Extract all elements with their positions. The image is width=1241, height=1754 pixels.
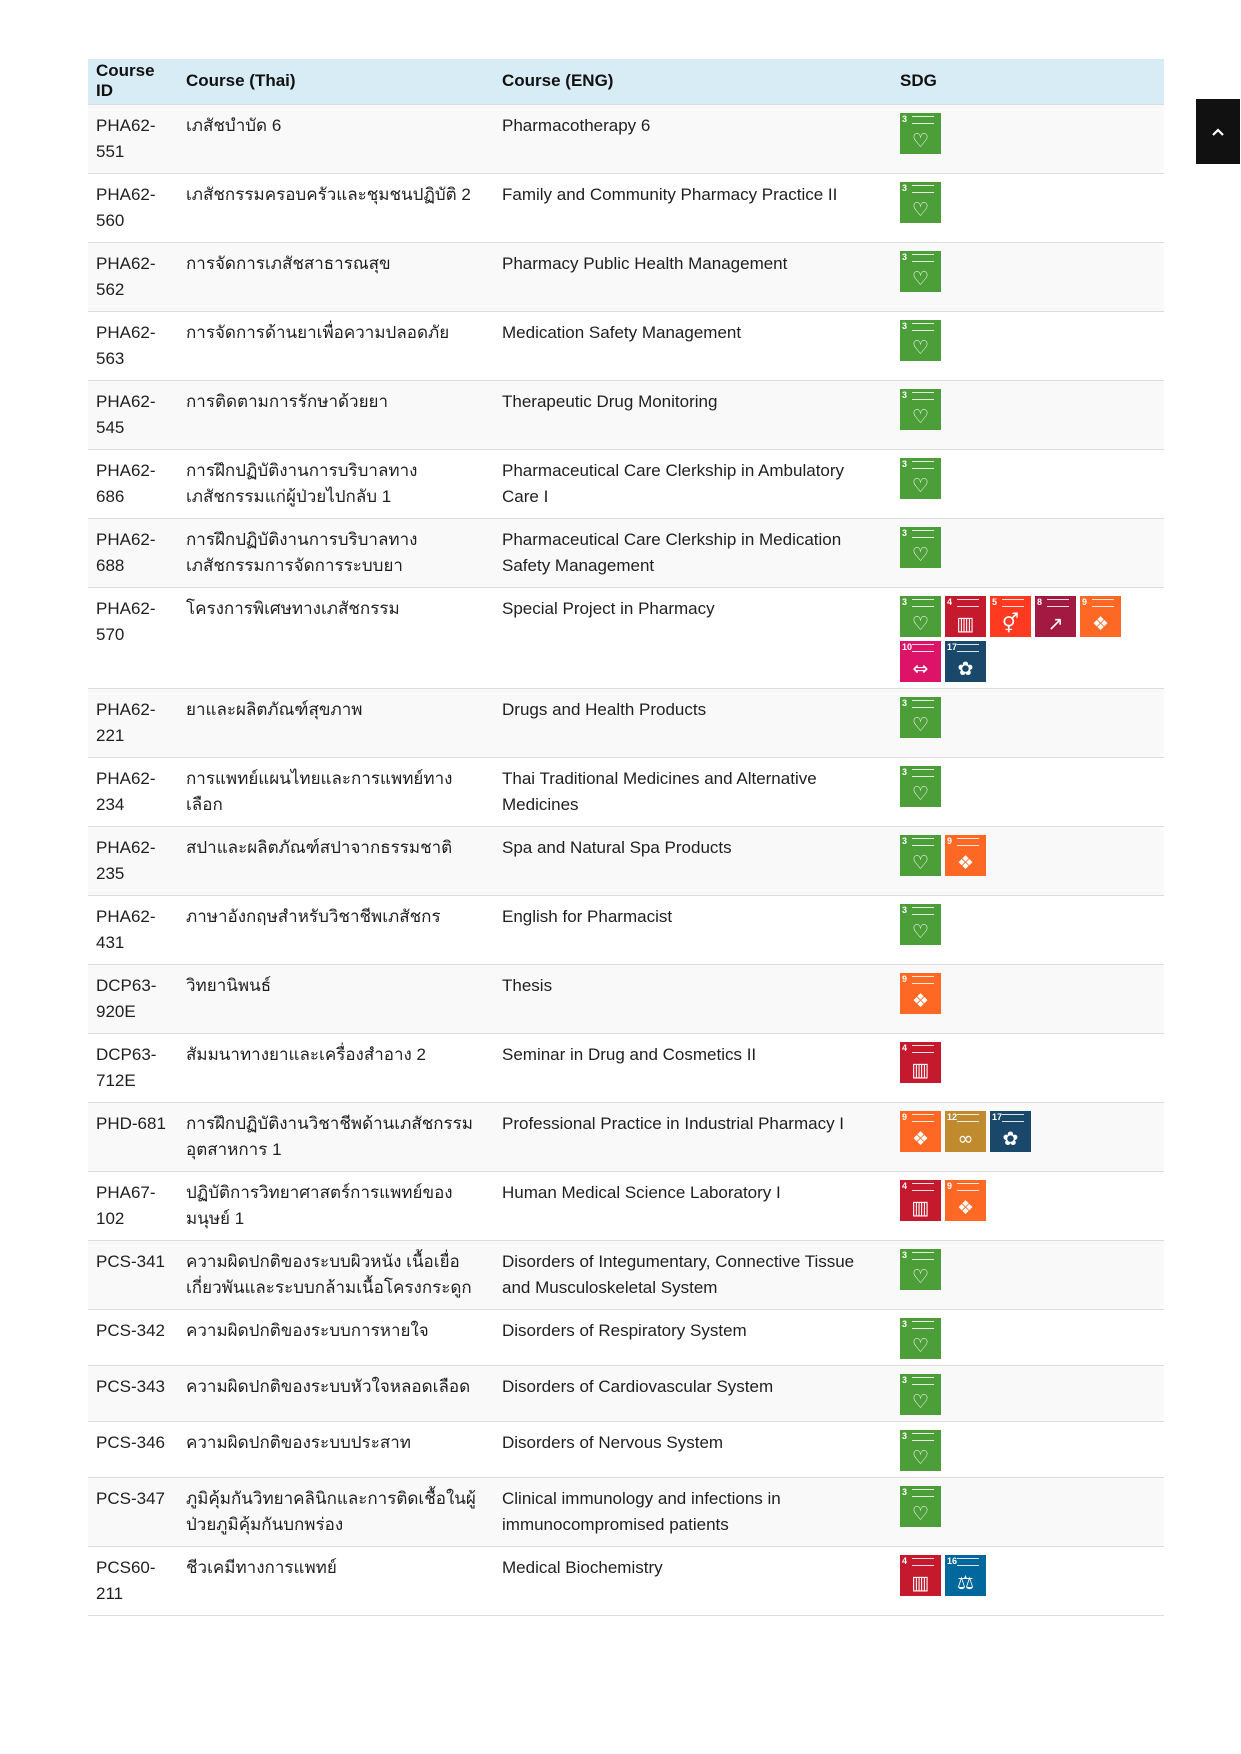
chevron-up-icon — [1211, 127, 1225, 137]
sdg-title-lines — [1047, 599, 1069, 607]
sdg-number: 3 — [902, 1486, 908, 1497]
sdg-number: 3 — [902, 1374, 908, 1385]
course-thai-cell: ความผิดปกติของระบบการหายใจ — [178, 1309, 494, 1365]
course-eng-cell: Human Medical Science Laboratory I — [494, 1171, 892, 1240]
sdg-number: 3 — [902, 1318, 908, 1329]
sdg-title-lines — [912, 323, 934, 331]
course-eng-cell: English for Pharmacist — [494, 895, 892, 964]
sdg-cell — [892, 1477, 1164, 1546]
course-eng-cell: Seminar in Drug and Cosmetics II — [494, 1033, 892, 1102]
sdg-number: 17 — [992, 1111, 1003, 1122]
partnership-icon: ✿ — [1002, 1127, 1019, 1150]
course-id-cell: PHD-681 — [88, 1102, 178, 1171]
sdg-cell — [892, 518, 1164, 587]
sdg-title-lines — [912, 769, 934, 777]
sdg-cell — [892, 1365, 1164, 1421]
course-eng-cell: Thai Traditional Medicines and Alternative Medicines — [494, 757, 892, 826]
sdg-4-book-icon — [900, 1180, 941, 1221]
course-thai-cell: การฝึกปฏิบัติงานการบริบาลทางเภสัชกรรมแก่ผู้ป่วยไปกลับ 1 — [178, 449, 494, 518]
book-icon: ▥ — [911, 1058, 930, 1081]
course-thai-cell: ความผิดปกติของระบบประสาท — [178, 1421, 494, 1477]
sdg-cell — [892, 1102, 1164, 1171]
sdg-cell — [892, 311, 1164, 380]
sdg-9-cubes-icon — [1080, 596, 1121, 637]
course-thai-cell: ภูมิคุ้มกันวิทยาคลินิกและการติดเชื้อในผู้ป่วยภูมิคุ้มกันบกพร่อง — [178, 1477, 494, 1546]
dove-icon: ⚖ — [956, 1571, 975, 1594]
course-eng-cell: Family and Community Pharmacy Practice II — [494, 173, 892, 242]
course-id-cell: PHA62-545 — [88, 380, 178, 449]
sdg-title-lines — [912, 1433, 934, 1441]
course-id-cell: PCS-347 — [88, 1477, 178, 1546]
heartbeat-icon: ♡ — [911, 612, 930, 635]
sdg-number: 3 — [902, 251, 908, 262]
cubes-icon: ❖ — [911, 989, 930, 1012]
sdg-cell — [892, 826, 1164, 895]
course-id-cell: PHA67-102 — [88, 1171, 178, 1240]
sdg-number: 3 — [902, 113, 908, 124]
course-thai-cell: เภสัชบำบัด 6 — [178, 104, 494, 173]
course-id-cell: PHA62-234 — [88, 757, 178, 826]
sdg-icon-list — [900, 389, 1140, 430]
scroll-to-top-button[interactable] — [1196, 99, 1240, 164]
partnership-icon: ✿ — [957, 657, 974, 680]
cubes-icon: ❖ — [956, 851, 975, 874]
sdg-number: 4 — [902, 1180, 908, 1191]
sdg-icon-list — [900, 904, 1140, 945]
sdg-icon-list — [900, 320, 1140, 361]
sdg-title-lines — [912, 116, 934, 124]
sdg-icon-list — [900, 113, 1140, 154]
sdg-title-lines — [912, 1252, 934, 1260]
heartbeat-icon: ♡ — [911, 267, 930, 290]
table-row — [88, 1477, 1164, 1546]
sdg-icon-list — [900, 1374, 1140, 1415]
sdg-cell — [892, 1309, 1164, 1365]
course-eng-cell: Thesis — [494, 964, 892, 1033]
table-row — [88, 587, 1164, 688]
sdg-number: 5 — [992, 596, 998, 607]
cubes-icon: ❖ — [1091, 612, 1110, 635]
sdg-number: 3 — [902, 835, 908, 846]
sdg-number: 3 — [902, 458, 908, 469]
course-id-cell: PCS-341 — [88, 1240, 178, 1309]
sdg-9-cubes-icon — [945, 835, 986, 876]
sdg-title-lines — [912, 254, 934, 262]
sdg-title-lines — [912, 907, 934, 915]
heartbeat-icon: ♡ — [911, 129, 930, 152]
table-row — [88, 449, 1164, 518]
course-id-cell: PHA62-221 — [88, 688, 178, 757]
sdg-number: 3 — [902, 527, 908, 538]
sdg-title-lines — [912, 530, 934, 538]
sdg-title-lines — [957, 1558, 979, 1566]
sdg-title-lines — [957, 838, 979, 846]
course-id-cell: PHA62-551 — [88, 104, 178, 173]
book-icon: ▥ — [956, 612, 975, 635]
sdg-number: 3 — [902, 697, 908, 708]
course-eng-cell: Therapeutic Drug Monitoring — [494, 380, 892, 449]
book-icon: ▥ — [911, 1571, 930, 1594]
table-row — [88, 1546, 1164, 1615]
table-row — [88, 242, 1164, 311]
sdg-title-lines — [912, 838, 934, 846]
sdg-title-lines — [912, 1489, 934, 1497]
sdg-title-lines — [912, 1114, 934, 1122]
table-row — [88, 1240, 1164, 1309]
sdg-3-heartbeat-icon — [900, 1486, 941, 1527]
sdg-title-lines — [912, 185, 934, 193]
table-header-row — [88, 59, 1164, 104]
sdg-icon-list — [900, 182, 1140, 223]
sdg-icon-list — [900, 1249, 1140, 1290]
sdg-number: 4 — [902, 1042, 908, 1053]
table-row — [88, 1102, 1164, 1171]
sdg-3-heartbeat-icon — [900, 697, 941, 738]
table-row — [88, 688, 1164, 757]
sdg-icon-list — [900, 1555, 1140, 1596]
sdg-cell — [892, 449, 1164, 518]
sdg-number: 9 — [902, 1111, 908, 1122]
sdg-3-heartbeat-icon — [900, 251, 941, 292]
sdg-9-cubes-icon — [900, 973, 941, 1014]
course-thai-cell: การติดตามการรักษาด้วยยา — [178, 380, 494, 449]
sdg-3-heartbeat-icon — [900, 527, 941, 568]
gender-icon: ⚥ — [1001, 612, 1020, 635]
heartbeat-icon: ♡ — [911, 782, 930, 805]
sdg-number: 4 — [902, 1555, 908, 1566]
course-thai-cell: โครงการพิเศษทางเภสัชกรรม — [178, 587, 494, 688]
sdg-cell — [892, 1033, 1164, 1102]
heartbeat-icon: ♡ — [911, 405, 930, 428]
heartbeat-icon: ♡ — [911, 198, 930, 221]
sdg-4-book-icon — [900, 1042, 941, 1083]
course-id-cell: PCS-343 — [88, 1365, 178, 1421]
course-thai-cell: ความผิดปกติของระบบผิวหนัง เนื้อเยื่อเกี่ยวพันและระบบกล้ามเนื้อโครงกระดูก — [178, 1240, 494, 1309]
course-id-cell: PCS-342 — [88, 1309, 178, 1365]
table-row — [88, 1309, 1164, 1365]
sdg-icon-list — [900, 1042, 1140, 1083]
sdg-3-heartbeat-icon — [900, 389, 941, 430]
course-id-cell: PHA62-686 — [88, 449, 178, 518]
sdg-icon-list — [900, 1111, 1140, 1152]
course-eng-cell: Disorders of Nervous System — [494, 1421, 892, 1477]
sdg-number: 16 — [947, 1555, 958, 1566]
header-course-id: Course ID — [96, 61, 155, 101]
sdg-cell — [892, 1421, 1164, 1477]
sdg-number: 12 — [947, 1111, 958, 1122]
course-thai-cell: สปาและผลิตภัณฑ์สปาจากธรรมชาติ — [178, 826, 494, 895]
sdg-number: 8 — [1037, 596, 1043, 607]
sdg-icon-list — [900, 1430, 1140, 1471]
sdg-3-heartbeat-icon — [900, 320, 941, 361]
sdg-cell — [892, 757, 1164, 826]
course-thai-cell: ชีวเคมีทางการแพทย์ — [178, 1546, 494, 1615]
book-icon: ▥ — [911, 1196, 930, 1219]
header-course-eng: Course (ENG) — [502, 71, 614, 91]
course-id-cell: PHA62-431 — [88, 895, 178, 964]
sdg-number: 10 — [902, 641, 913, 652]
course-thai-cell: สัมมนาทางยาและเครื่องสำอาง 2 — [178, 1033, 494, 1102]
course-eng-cell: Professional Practice in Industrial Pharmacy I — [494, 1102, 892, 1171]
sdg-title-lines — [957, 1114, 979, 1122]
sdg-9-cubes-icon — [900, 1111, 941, 1152]
course-eng-cell: Pharmaceutical Care Clerkship in Ambulatory Care I — [494, 449, 892, 518]
infinity-icon: ∞ — [957, 1127, 974, 1150]
course-eng-cell: Medical Biochemistry — [494, 1546, 892, 1615]
heartbeat-icon: ♡ — [911, 1334, 930, 1357]
sdg-title-lines — [912, 1045, 934, 1053]
course-thai-cell: การฝึกปฏิบัติงานการบริบาลทางเภสัชกรรมการจัดการระบบยา — [178, 518, 494, 587]
table-row — [88, 1033, 1164, 1102]
sdg-12-infinity-icon — [945, 1111, 986, 1152]
sdg-title-lines — [1002, 1114, 1024, 1122]
course-eng-cell: Pharmacotherapy 6 — [494, 104, 892, 173]
sdg-title-lines — [1002, 599, 1024, 607]
course-eng-cell: Clinical immunology and infections in immunocompromised patients — [494, 1477, 892, 1546]
sdg-icon-list — [900, 1486, 1140, 1527]
sdg-number: 9 — [902, 973, 908, 984]
sdg-number: 9 — [1082, 596, 1088, 607]
course-eng-cell: Drugs and Health Products — [494, 688, 892, 757]
course-id-cell: PCS-346 — [88, 1421, 178, 1477]
sdg-number: 3 — [902, 904, 908, 915]
sdg-3-heartbeat-icon — [900, 113, 941, 154]
sdg-4-book-icon — [900, 1555, 941, 1596]
table-row — [88, 380, 1164, 449]
sdg-3-heartbeat-icon — [900, 1430, 941, 1471]
course-thai-cell: การจัดการด้านยาเพื่อความปลอดภัย — [178, 311, 494, 380]
sdg-title-lines — [912, 644, 934, 652]
heartbeat-icon: ♡ — [911, 1502, 930, 1525]
heartbeat-icon: ♡ — [911, 543, 930, 566]
sdg-cell — [892, 1546, 1164, 1615]
course-eng-cell: Medication Safety Management — [494, 311, 892, 380]
sdg-4-book-icon — [945, 596, 986, 637]
table-row — [88, 1421, 1164, 1477]
sdg-9-cubes-icon — [945, 1180, 986, 1221]
heartbeat-icon: ♡ — [911, 336, 930, 359]
header-course-thai: Course (Thai) — [186, 71, 296, 91]
heartbeat-icon: ♡ — [911, 713, 930, 736]
course-id-cell: PHA62-570 — [88, 587, 178, 688]
table-row — [88, 826, 1164, 895]
table-row — [88, 173, 1164, 242]
sdg-icon-list — [900, 766, 1140, 807]
course-id-cell: DCP63-920E — [88, 964, 178, 1033]
sdg-10-equality-icon — [900, 641, 941, 682]
sdg-icon-list — [900, 697, 1140, 738]
sdg-3-heartbeat-icon — [900, 458, 941, 499]
heartbeat-icon: ♡ — [911, 1265, 930, 1288]
sdg-number: 4 — [947, 596, 953, 607]
growth-chart-icon: ↗ — [1047, 612, 1064, 635]
sdg-number: 3 — [902, 389, 908, 400]
sdg-title-lines — [957, 644, 979, 652]
table-row — [88, 518, 1164, 587]
sdg-icon-list — [900, 1180, 1140, 1221]
sdg-16-dove-icon — [945, 1555, 986, 1596]
sdg-icon-list — [900, 527, 1140, 568]
sdg-icon-list — [900, 835, 1140, 876]
course-sdg-table — [88, 59, 1164, 1616]
table-row — [88, 104, 1164, 173]
course-eng-cell: Disorders of Integumentary, Connective Tissue and Musculoskeletal System — [494, 1240, 892, 1309]
course-thai-cell: การฝึกปฏิบัติงานวิชาชีพด้านเภสัชกรรมอุตสาหการ 1 — [178, 1102, 494, 1171]
sdg-5-gender-icon — [990, 596, 1031, 637]
sdg-title-lines — [912, 1321, 934, 1329]
sdg-3-heartbeat-icon — [900, 904, 941, 945]
course-id-cell: PHA62-560 — [88, 173, 178, 242]
sdg-number: 3 — [902, 596, 908, 607]
course-table-container — [88, 59, 1164, 1616]
sdg-number: 3 — [902, 320, 908, 331]
course-thai-cell: ปฏิบัติการวิทยาศาสตร์การแพทย์ของมนุษย์ 1 — [178, 1171, 494, 1240]
sdg-3-heartbeat-icon — [900, 1318, 941, 1359]
course-thai-cell: การแพทย์แผนไทยและการแพทย์ทางเลือก — [178, 757, 494, 826]
course-id-cell: PHA62-562 — [88, 242, 178, 311]
sdg-17-partnership-icon — [990, 1111, 1031, 1152]
heartbeat-icon: ♡ — [911, 1390, 930, 1413]
equality-icon: ⇔ — [912, 657, 929, 680]
table-row — [88, 1171, 1164, 1240]
sdg-number: 3 — [902, 1249, 908, 1260]
sdg-8-growth-chart-icon — [1035, 596, 1076, 637]
sdg-title-lines — [912, 1377, 934, 1385]
sdg-cell — [892, 104, 1164, 173]
sdg-title-lines — [912, 1183, 934, 1191]
sdg-3-heartbeat-icon — [900, 596, 941, 637]
sdg-3-heartbeat-icon — [900, 766, 941, 807]
sdg-icon-list — [900, 973, 1140, 1014]
sdg-title-lines — [912, 461, 934, 469]
sdg-cell — [892, 173, 1164, 242]
sdg-3-heartbeat-icon — [900, 1374, 941, 1415]
cubes-icon: ❖ — [956, 1196, 975, 1219]
heartbeat-icon: ♡ — [911, 1446, 930, 1469]
course-thai-cell: การจัดการเภสัชสาธารณสุข — [178, 242, 494, 311]
sdg-number: 9 — [947, 1180, 953, 1191]
sdg-number: 17 — [947, 641, 958, 652]
table-row — [88, 1365, 1164, 1421]
sdg-icon-list — [900, 596, 1140, 682]
course-id-cell: PHA62-235 — [88, 826, 178, 895]
sdg-cell — [892, 1171, 1164, 1240]
course-eng-cell: Special Project in Pharmacy — [494, 587, 892, 688]
course-thai-cell: ยาและผลิตภัณฑ์สุขภาพ — [178, 688, 494, 757]
sdg-cell — [892, 688, 1164, 757]
sdg-title-lines — [912, 700, 934, 708]
sdg-number: 3 — [902, 1430, 908, 1441]
sdg-cell — [892, 1240, 1164, 1309]
sdg-title-lines — [957, 1183, 979, 1191]
sdg-number: 3 — [902, 766, 908, 777]
sdg-icon-list — [900, 251, 1140, 292]
sdg-title-lines — [912, 599, 934, 607]
table-row — [88, 757, 1164, 826]
sdg-cell — [892, 964, 1164, 1033]
sdg-title-lines — [912, 976, 934, 984]
sdg-title-lines — [957, 599, 979, 607]
course-id-cell: PHA62-563 — [88, 311, 178, 380]
course-eng-cell: Disorders of Cardiovascular System — [494, 1365, 892, 1421]
sdg-number: 3 — [902, 182, 908, 193]
table-row — [88, 311, 1164, 380]
course-eng-cell: Pharmacy Public Health Management — [494, 242, 892, 311]
sdg-3-heartbeat-icon — [900, 1249, 941, 1290]
heartbeat-icon: ♡ — [911, 920, 930, 943]
sdg-cell — [892, 242, 1164, 311]
sdg-cell — [892, 895, 1164, 964]
sdg-3-heartbeat-icon — [900, 835, 941, 876]
course-eng-cell: Disorders of Respiratory System — [494, 1309, 892, 1365]
course-id-cell: PHA62-688 — [88, 518, 178, 587]
course-thai-cell: เภสัชกรรมครอบครัวและชุมชนปฏิบัติ 2 — [178, 173, 494, 242]
sdg-cell — [892, 380, 1164, 449]
course-eng-cell: Pharmaceutical Care Clerkship in Medication Safety Management — [494, 518, 892, 587]
sdg-17-partnership-icon — [945, 641, 986, 682]
sdg-title-lines — [1092, 599, 1114, 607]
heartbeat-icon: ♡ — [911, 474, 930, 497]
heartbeat-icon: ♡ — [911, 851, 930, 874]
sdg-cell — [892, 587, 1164, 688]
sdg-icon-list — [900, 1318, 1140, 1359]
course-thai-cell: วิทยานิพนธ์ — [178, 964, 494, 1033]
header-sdg: SDG — [900, 71, 937, 91]
sdg-3-heartbeat-icon — [900, 182, 941, 223]
sdg-icon-list — [900, 458, 1140, 499]
course-id-cell: PCS60-211 — [88, 1546, 178, 1615]
course-eng-cell: Spa and Natural Spa Products — [494, 826, 892, 895]
course-id-cell: DCP63-712E — [88, 1033, 178, 1102]
sdg-title-lines — [912, 1558, 934, 1566]
cubes-icon: ❖ — [911, 1127, 930, 1150]
course-thai-cell: ภาษาอังกฤษสำหรับวิชาชีพเภสัชกร — [178, 895, 494, 964]
table-row — [88, 964, 1164, 1033]
table-row — [88, 895, 1164, 964]
course-thai-cell: ความผิดปกติของระบบหัวใจหลอดเลือด — [178, 1365, 494, 1421]
sdg-number: 9 — [947, 835, 953, 846]
sdg-title-lines — [912, 392, 934, 400]
